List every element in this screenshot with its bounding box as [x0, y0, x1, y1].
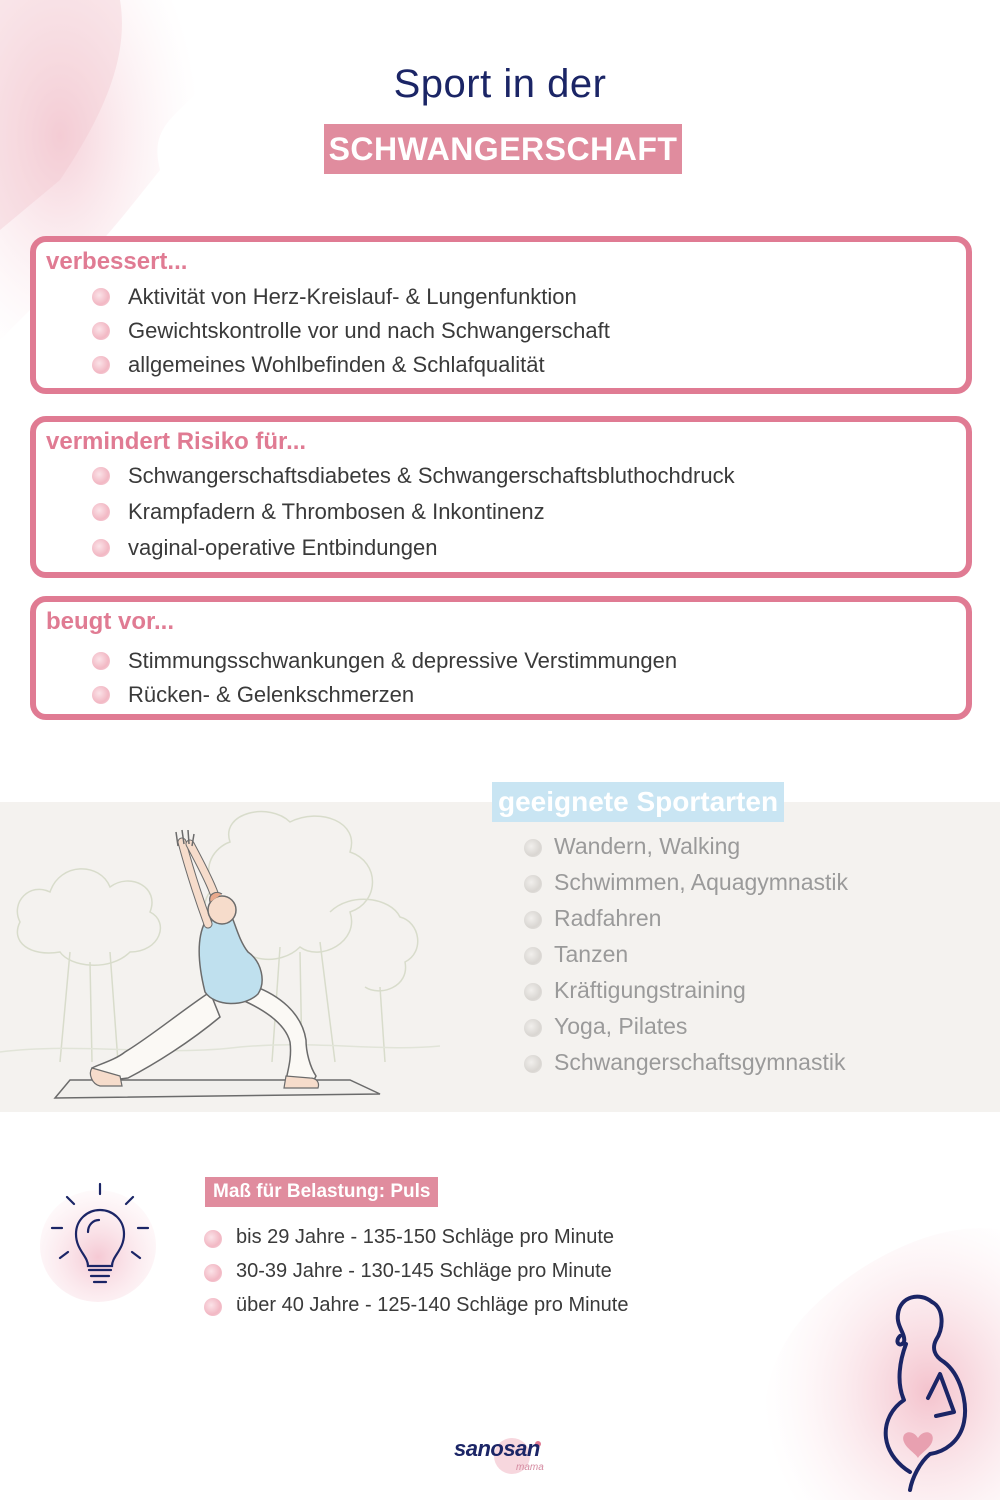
box-heading: beugt vor...	[46, 608, 175, 635]
yoga-illustration	[0, 802, 440, 1112]
list-item	[92, 678, 677, 712]
list-item	[204, 1256, 628, 1290]
list-item-text: Rücken- & Gelenkschmerzen	[128, 682, 415, 707]
bullet-icon	[92, 356, 110, 374]
list-item-text: Gewichtskontrolle vor und nach Schwangerschaft	[128, 318, 610, 343]
bullet-icon	[92, 652, 110, 670]
pulse-list	[204, 1222, 628, 1324]
bullet-icon	[524, 839, 542, 857]
title-badge: SCHWANGERSCHAFT	[324, 124, 682, 174]
list-item-text: Schwangerschaftsdiabetes & Schwangerschaftsbluthochdruck	[128, 463, 735, 488]
pregnant-woman-icon	[870, 1282, 980, 1492]
list-item-text: Yoga, Pilates	[554, 1013, 688, 1039]
list-item-text: Wandern, Walking	[554, 833, 741, 859]
prevention-list	[92, 644, 677, 712]
bullet-icon	[92, 322, 110, 340]
list-item-text: Stimmungsschwankungen & depressive Verstimmungen	[128, 648, 678, 673]
brand-logo	[450, 1432, 560, 1482]
benefits-box	[30, 236, 972, 394]
list-item-text: vaginal-operative Entbindungen	[128, 535, 438, 560]
bullet-icon	[92, 503, 110, 521]
bullet-icon	[524, 1055, 542, 1073]
box-heading: vermindert Risiko für...	[46, 428, 307, 455]
bullet-icon	[524, 947, 542, 965]
bullet-icon	[204, 1264, 222, 1282]
list-item	[524, 1010, 848, 1046]
list-item	[524, 974, 848, 1010]
bullet-icon	[524, 983, 542, 1001]
list-item	[524, 866, 848, 902]
list-item	[92, 280, 610, 314]
list-item	[204, 1290, 628, 1324]
box-heading: verbessert...	[46, 248, 188, 275]
list-item-text: Aktivität von Herz-Kreislauf- & Lungenfunktion	[128, 284, 577, 309]
list-item-text: Schwimmen, Aquagymnastik	[554, 869, 849, 895]
list-item-text: 30-39 Jahre - 130-145 Schläge pro Minute	[236, 1260, 612, 1282]
bullet-icon	[524, 911, 542, 929]
list-item-text: Schwangerschaftsgymnastik	[554, 1049, 846, 1075]
sports-heading: geeignete Sportarten	[492, 782, 784, 822]
list-item-text: Radfahren	[554, 905, 662, 931]
bullet-icon	[524, 1019, 542, 1037]
bullet-icon	[92, 539, 110, 557]
prevention-box	[30, 596, 972, 720]
risk-list	[92, 458, 735, 566]
risk-reduction-box	[30, 416, 972, 578]
list-item-text: über 40 Jahre - 125-140 Schläge pro Minute	[236, 1294, 629, 1316]
list-item	[92, 314, 610, 348]
pulse-heading: Maß für Belastung: Puls	[205, 1177, 438, 1207]
lightbulb-icon	[36, 1170, 176, 1310]
list-item	[204, 1222, 628, 1256]
list-item	[92, 348, 610, 382]
list-item	[92, 644, 677, 678]
list-item-text: bis 29 Jahre - 135-150 Schläge pro Minute	[236, 1226, 615, 1248]
list-item-text: allgemeines Wohlbefinden & Schlafqualität	[128, 352, 545, 377]
list-item	[92, 494, 735, 530]
list-item	[524, 1046, 848, 1082]
list-item-text: Krampfadern & Thrombosen & Inkontinenz	[128, 499, 545, 524]
list-item	[524, 938, 848, 974]
list-item-text: Tanzen	[554, 941, 629, 967]
benefits-list	[92, 280, 610, 382]
list-item-text: Kräftigungstraining	[554, 977, 746, 1003]
logo-subtitle: mama	[516, 1462, 544, 1473]
bullet-icon	[92, 288, 110, 306]
list-item	[92, 458, 735, 494]
bullet-icon	[92, 467, 110, 485]
bullet-icon	[92, 686, 110, 704]
bullet-icon	[204, 1230, 222, 1248]
sports-list	[524, 830, 848, 1082]
list-item	[92, 530, 735, 566]
list-item	[524, 902, 848, 938]
bullet-icon	[204, 1298, 222, 1316]
list-item	[524, 830, 848, 866]
bullet-icon	[524, 875, 542, 893]
logo-wordmark: sanosan	[454, 1436, 540, 1461]
page-title: Sport in der	[393, 62, 607, 106]
